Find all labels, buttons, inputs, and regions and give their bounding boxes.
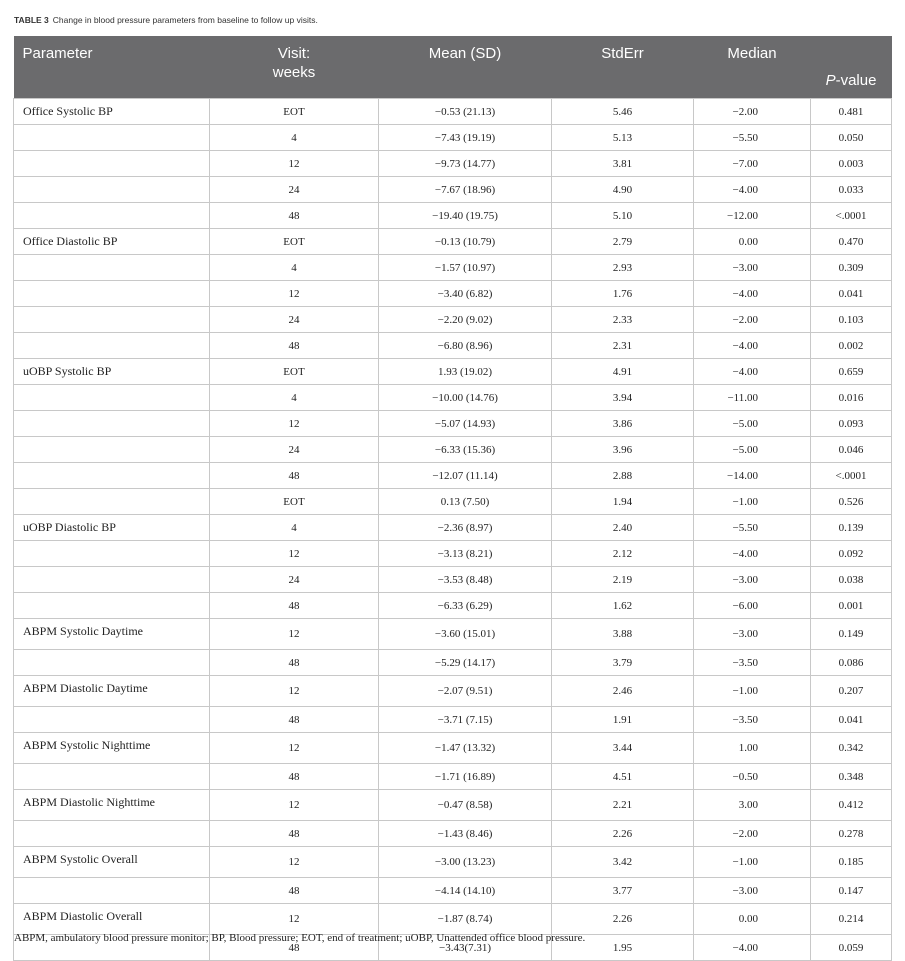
cell-pvalue: 0.278: [811, 821, 892, 847]
cell-mean-sd: −2.20 (9.02): [379, 307, 552, 333]
cell-visit: 12: [210, 733, 379, 764]
cell-stderr: 5.46: [552, 99, 694, 125]
cell-stderr: 3.94: [552, 385, 694, 411]
cell-visit: 48: [210, 463, 379, 489]
cell-visit: 12: [210, 619, 379, 650]
header-pvalue: [811, 36, 892, 99]
cell-mean-sd: −9.73 (14.77): [379, 151, 552, 177]
cell-pvalue: 0.059: [811, 935, 892, 961]
cell-visit: 12: [210, 281, 379, 307]
cell-stderr: 1.95: [552, 935, 694, 961]
table-row: [14, 790, 892, 821]
cell-parameter: [14, 411, 210, 437]
cell-parameter: [14, 650, 210, 676]
cell-parameter: ABPM Systolic Nighttime: [14, 733, 210, 764]
header-mean: Mean (SD): [379, 36, 552, 99]
cell-parameter: [14, 567, 210, 593]
cell-visit: 12: [210, 411, 379, 437]
cell-stderr: 3.42: [552, 847, 694, 878]
cell-stderr: 2.93: [552, 255, 694, 281]
cell-stderr: 1.94: [552, 489, 694, 515]
header-pvalue-italic: P: [825, 72, 836, 89]
cell-mean-sd: −6.33 (6.29): [379, 593, 552, 619]
cell-stderr: 2.31: [552, 333, 694, 359]
cell-mean-sd: −1.47 (13.32): [379, 733, 552, 764]
cell-median: −3.00: [694, 619, 811, 650]
cell-pvalue: 0.348: [811, 764, 892, 790]
cell-visit: EOT: [210, 359, 379, 385]
cell-visit: 48: [210, 333, 379, 359]
cell-visit: 24: [210, 437, 379, 463]
table-header-row: [14, 36, 892, 99]
table-row: [14, 307, 892, 333]
cell-stderr: 4.51: [552, 764, 694, 790]
cell-stderr: 1.62: [552, 593, 694, 619]
cell-median: −5.50: [694, 515, 811, 541]
cell-median: −1.00: [694, 847, 811, 878]
cell-visit: 12: [210, 151, 379, 177]
cell-median: −3.50: [694, 707, 811, 733]
cell-stderr: 5.13: [552, 125, 694, 151]
table-row: [14, 281, 892, 307]
header-visit-line2: weeks: [272, 64, 316, 81]
cell-mean-sd: −10.00 (14.76): [379, 385, 552, 411]
cell-visit: 12: [210, 847, 379, 878]
cell-stderr: 2.79: [552, 229, 694, 255]
table-title: Change in blood pressure parameters from baseline to follow up visits.: [52, 15, 318, 25]
table-row: [14, 463, 892, 489]
cell-visit: EOT: [210, 489, 379, 515]
table-row: [14, 151, 892, 177]
cell-mean-sd: −3.40 (6.82): [379, 281, 552, 307]
cell-pvalue: 0.002: [811, 333, 892, 359]
cell-stderr: 2.88: [552, 463, 694, 489]
cell-mean-sd: −7.67 (18.96): [379, 177, 552, 203]
cell-parameter: Office Systolic BP: [14, 99, 210, 125]
cell-pvalue: 0.309: [811, 255, 892, 281]
cell-pvalue: 0.526: [811, 489, 892, 515]
table-row: [14, 125, 892, 151]
cell-visit: 12: [210, 790, 379, 821]
cell-parameter: [14, 333, 210, 359]
cell-stderr: 3.88: [552, 619, 694, 650]
table-row: [14, 847, 892, 878]
cell-pvalue: 0.033: [811, 177, 892, 203]
header-visit-line1: Visit:: [277, 45, 311, 62]
cell-median: −4.00: [694, 281, 811, 307]
cell-pvalue: 0.041: [811, 707, 892, 733]
cell-visit: 12: [210, 904, 379, 935]
cell-stderr: 2.26: [552, 821, 694, 847]
cell-stderr: 3.81: [552, 151, 694, 177]
cell-visit: 48: [210, 707, 379, 733]
cell-median: −12.00: [694, 203, 811, 229]
cell-mean-sd: −3.43(7.31): [379, 935, 552, 961]
cell-pvalue: 0.092: [811, 541, 892, 567]
cell-mean-sd: −4.14 (14.10): [379, 878, 552, 904]
cell-stderr: 5.10: [552, 203, 694, 229]
cell-stderr: 2.21: [552, 790, 694, 821]
cell-parameter: [14, 307, 210, 333]
cell-mean-sd: −6.80 (8.96): [379, 333, 552, 359]
cell-pvalue: 0.093: [811, 411, 892, 437]
cell-visit: EOT: [210, 229, 379, 255]
cell-visit: 48: [210, 878, 379, 904]
cell-visit: 4: [210, 125, 379, 151]
cell-visit: 48: [210, 764, 379, 790]
table-row: [14, 764, 892, 790]
cell-mean-sd: 1.93 (19.02): [379, 359, 552, 385]
cell-pvalue: 0.038: [811, 567, 892, 593]
cell-median: 0.00: [694, 229, 811, 255]
cell-median: −3.00: [694, 878, 811, 904]
cell-stderr: 2.40: [552, 515, 694, 541]
table-body: [14, 99, 892, 961]
cell-mean-sd: −2.07 (9.51): [379, 676, 552, 707]
cell-parameter: [14, 151, 210, 177]
table-label: TABLE 3: [14, 15, 49, 25]
cell-median: −3.50: [694, 650, 811, 676]
cell-pvalue: 0.149: [811, 619, 892, 650]
cell-pvalue: 0.016: [811, 385, 892, 411]
cell-visit: 48: [210, 650, 379, 676]
table-row: [14, 229, 892, 255]
cell-median: −6.00: [694, 593, 811, 619]
cell-visit: 4: [210, 255, 379, 281]
cell-pvalue: <.0001: [811, 463, 892, 489]
cell-parameter: [14, 821, 210, 847]
table-row: [14, 733, 892, 764]
cell-pvalue: 0.046: [811, 437, 892, 463]
header-stderr: StdErr: [552, 36, 694, 99]
table-row: [14, 99, 892, 125]
cell-visit: 4: [210, 515, 379, 541]
cell-parameter: ABPM Systolic Daytime: [14, 619, 210, 650]
cell-median: −5.00: [694, 437, 811, 463]
cell-mean-sd: −7.43 (19.19): [379, 125, 552, 151]
cell-median: −7.00: [694, 151, 811, 177]
cell-median: −2.00: [694, 99, 811, 125]
cell-stderr: 3.77: [552, 878, 694, 904]
cell-mean-sd: −1.87 (8.74): [379, 904, 552, 935]
cell-pvalue: 0.659: [811, 359, 892, 385]
header-pvalue-rest: -value: [835, 72, 877, 89]
table-row: [14, 333, 892, 359]
cell-mean-sd: −3.71 (7.15): [379, 707, 552, 733]
cell-pvalue: 0.103: [811, 307, 892, 333]
cell-parameter: ABPM Diastolic Nighttime: [14, 790, 210, 821]
cell-median: −11.00: [694, 385, 811, 411]
cell-median: −4.00: [694, 333, 811, 359]
cell-median: −1.00: [694, 489, 811, 515]
table-row: [14, 676, 892, 707]
cell-mean-sd: −5.29 (14.17): [379, 650, 552, 676]
cell-pvalue: 0.003: [811, 151, 892, 177]
cell-parameter: [14, 385, 210, 411]
cell-stderr: 2.33: [552, 307, 694, 333]
cell-mean-sd: −12.07 (11.14): [379, 463, 552, 489]
cell-median: 3.00: [694, 790, 811, 821]
table-row: [14, 385, 892, 411]
table-row: [14, 203, 892, 229]
cell-visit: 24: [210, 307, 379, 333]
cell-visit: EOT: [210, 99, 379, 125]
cell-parameter: [14, 203, 210, 229]
cell-mean-sd: −0.53 (21.13): [379, 99, 552, 125]
cell-parameter: [14, 489, 210, 515]
cell-parameter: ABPM Diastolic Overall: [14, 904, 210, 935]
cell-stderr: 3.44: [552, 733, 694, 764]
cell-median: −1.00: [694, 676, 811, 707]
cell-visit: 48: [210, 935, 379, 961]
table-row: [14, 904, 892, 935]
cell-parameter: [14, 255, 210, 281]
cell-stderr: 1.91: [552, 707, 694, 733]
cell-visit: 12: [210, 676, 379, 707]
cell-visit: 24: [210, 567, 379, 593]
bp-results-table: [13, 36, 892, 961]
cell-visit: 12: [210, 541, 379, 567]
header-visit: [210, 36, 379, 99]
cell-pvalue: 0.001: [811, 593, 892, 619]
cell-median: −3.00: [694, 255, 811, 281]
cell-mean-sd: −1.57 (10.97): [379, 255, 552, 281]
table-row: [14, 619, 892, 650]
table-row: [14, 489, 892, 515]
cell-median: −5.00: [694, 411, 811, 437]
cell-stderr: 1.76: [552, 281, 694, 307]
cell-mean-sd: −3.60 (15.01): [379, 619, 552, 650]
cell-pvalue: 0.086: [811, 650, 892, 676]
header-median: Median: [694, 36, 811, 99]
cell-stderr: 3.96: [552, 437, 694, 463]
cell-mean-sd: −19.40 (19.75): [379, 203, 552, 229]
cell-mean-sd: 0.13 (7.50): [379, 489, 552, 515]
cell-median: 0.00: [694, 904, 811, 935]
cell-parameter: uOBP Diastolic BP: [14, 515, 210, 541]
table-row: [14, 541, 892, 567]
table-row: [14, 437, 892, 463]
cell-mean-sd: −3.13 (8.21): [379, 541, 552, 567]
cell-parameter: [14, 541, 210, 567]
cell-median: −3.00: [694, 567, 811, 593]
cell-stderr: 3.79: [552, 650, 694, 676]
cell-visit: 48: [210, 821, 379, 847]
cell-parameter: [14, 437, 210, 463]
cell-parameter: [14, 463, 210, 489]
cell-stderr: 4.91: [552, 359, 694, 385]
cell-parameter: [14, 764, 210, 790]
cell-pvalue: 0.147: [811, 878, 892, 904]
table-row: [14, 567, 892, 593]
table-row: [14, 707, 892, 733]
cell-median: −0.50: [694, 764, 811, 790]
cell-stderr: 2.12: [552, 541, 694, 567]
cell-stderr: 3.86: [552, 411, 694, 437]
cell-parameter: [14, 707, 210, 733]
cell-parameter: ABPM Systolic Overall: [14, 847, 210, 878]
table-caption: [14, 15, 318, 25]
cell-parameter: uOBP Systolic BP: [14, 359, 210, 385]
cell-pvalue: 0.481: [811, 99, 892, 125]
cell-pvalue: 0.041: [811, 281, 892, 307]
cell-median: −5.50: [694, 125, 811, 151]
cell-median: −4.00: [694, 177, 811, 203]
cell-median: 1.00: [694, 733, 811, 764]
cell-parameter: [14, 878, 210, 904]
table-row: [14, 593, 892, 619]
cell-pvalue: 0.207: [811, 676, 892, 707]
cell-pvalue: 0.185: [811, 847, 892, 878]
cell-pvalue: <.0001: [811, 203, 892, 229]
cell-parameter: [14, 177, 210, 203]
cell-mean-sd: −1.43 (8.46): [379, 821, 552, 847]
cell-median: −14.00: [694, 463, 811, 489]
cell-parameter: ABPM Diastolic Daytime: [14, 676, 210, 707]
cell-pvalue: 0.412: [811, 790, 892, 821]
cell-mean-sd: −2.36 (8.97): [379, 515, 552, 541]
cell-parameter: [14, 281, 210, 307]
table-row: [14, 177, 892, 203]
cell-pvalue: 0.214: [811, 904, 892, 935]
cell-median: −2.00: [694, 307, 811, 333]
cell-visit: 4: [210, 385, 379, 411]
cell-visit: 48: [210, 203, 379, 229]
cell-visit: 48: [210, 593, 379, 619]
table-footnote: ABPM, ambulatory blood pressure monitor; BP, Blood pressure; EOT, end of treatment; uOBP, Unattended office blood pressure.: [14, 932, 586, 944]
table-row: [14, 821, 892, 847]
cell-mean-sd: −3.00 (13.23): [379, 847, 552, 878]
cell-visit: 24: [210, 177, 379, 203]
cell-median: −2.00: [694, 821, 811, 847]
cell-stderr: 2.26: [552, 904, 694, 935]
table-row: [14, 878, 892, 904]
cell-pvalue: 0.050: [811, 125, 892, 151]
table-row: [14, 255, 892, 281]
cell-mean-sd: −5.07 (14.93): [379, 411, 552, 437]
cell-stderr: 2.19: [552, 567, 694, 593]
cell-pvalue: 0.139: [811, 515, 892, 541]
table-row: [14, 359, 892, 385]
cell-pvalue: 0.470: [811, 229, 892, 255]
header-parameter: Parameter: [14, 36, 210, 99]
cell-mean-sd: −3.53 (8.48): [379, 567, 552, 593]
cell-mean-sd: −1.71 (16.89): [379, 764, 552, 790]
table-row: [14, 515, 892, 541]
cell-median: −4.00: [694, 541, 811, 567]
table-row: [14, 411, 892, 437]
cell-parameter: Office Diastolic BP: [14, 229, 210, 255]
cell-parameter: [14, 593, 210, 619]
cell-median: −4.00: [694, 359, 811, 385]
cell-mean-sd: −0.47 (8.58): [379, 790, 552, 821]
cell-pvalue: 0.342: [811, 733, 892, 764]
cell-median: −4.00: [694, 935, 811, 961]
cell-parameter: [14, 125, 210, 151]
cell-stderr: 2.46: [552, 676, 694, 707]
table-row: [14, 650, 892, 676]
cell-mean-sd: −0.13 (10.79): [379, 229, 552, 255]
cell-stderr: 4.90: [552, 177, 694, 203]
cell-mean-sd: −6.33 (15.36): [379, 437, 552, 463]
